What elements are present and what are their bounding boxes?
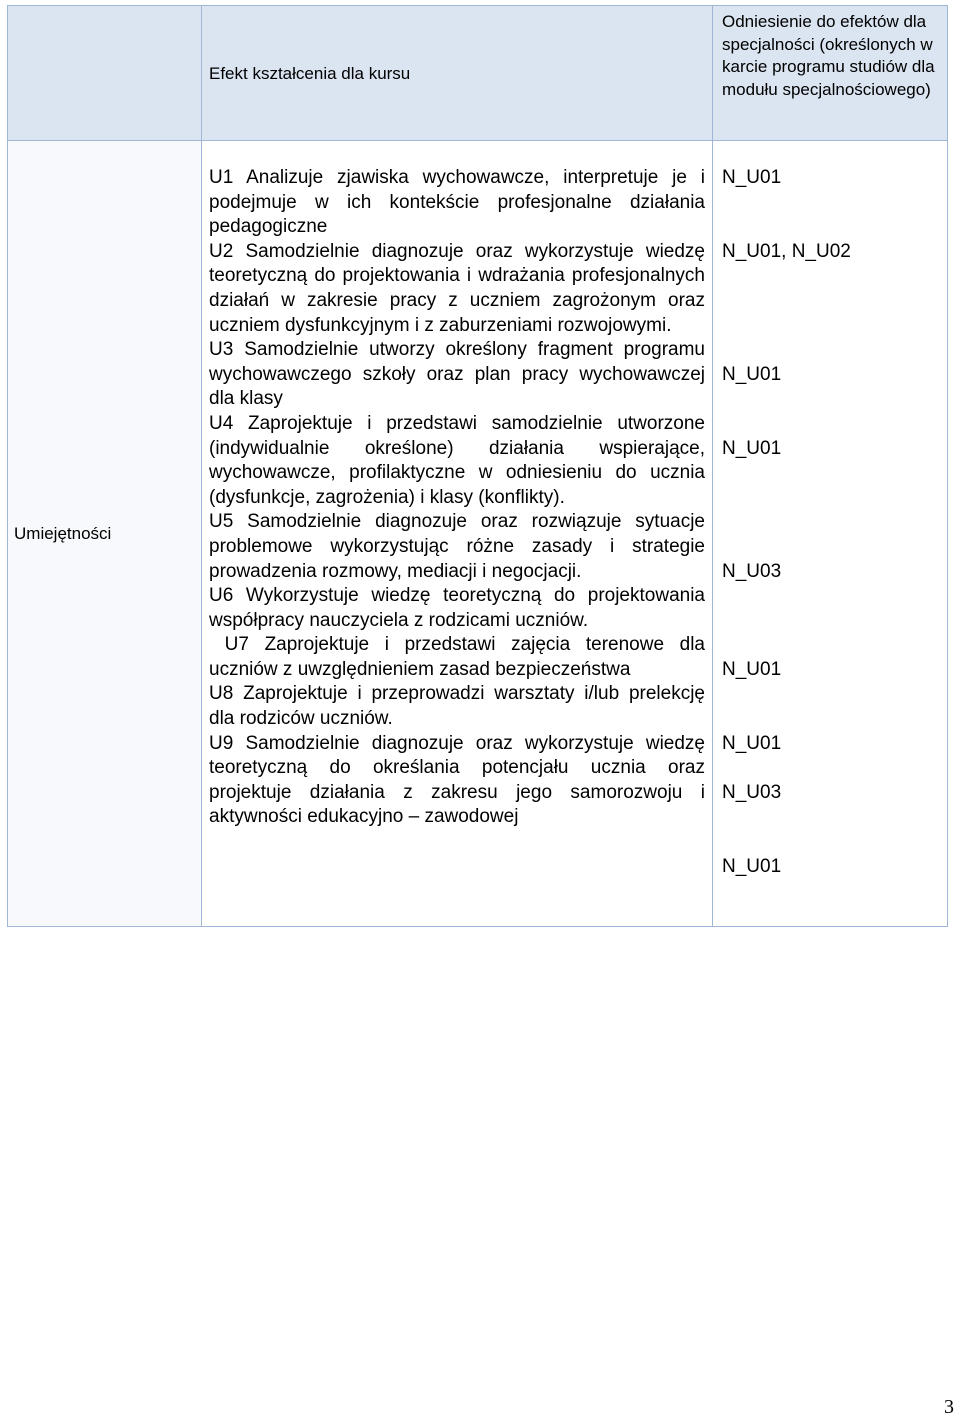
reference-u3: N_U01 [722, 364, 782, 385]
reference-u1: N_U01 [722, 167, 782, 188]
header-effect-label: Efekt kształcenia dla kursu [209, 64, 411, 83]
reference-u7: N_U01 [722, 733, 782, 754]
references-cell [713, 141, 948, 927]
effect-u6: U6 Wykorzystuje wiedzę teoretyczną do projektowania współpracy nauczyciela z rodzicami uczniów. [209, 585, 705, 631]
table-body-row [8, 141, 948, 927]
effect-u3: U3 Samodzielnie utworzy określony fragment programu wychowawczego szkoły oraz plan pracy wychowawczej dla klasy [209, 339, 705, 410]
effect-u1: U1 Analizuje zjawiska wychowawcze, interpretuje je i podejmuje w ich kontekście profesjonalne działania pedagogiczne [209, 167, 705, 238]
header-reference-label: Odniesienie do efektów dla specjalności (określonych w karcie programu studiów dla modułu specjalnościowego) [722, 12, 935, 99]
learning-outcomes-table [7, 5, 948, 927]
header-effect-cell [202, 6, 713, 141]
effect-u9: U9 Samodzielnie diagnozuje oraz wykorzystuje wiedzę teoretyczną do określania potencjału ucznia oraz projektuje działania z zakresu jego samorozwoju i aktywności edukacyjno – zawodowej [209, 732, 705, 828]
references-list [713, 141, 947, 926]
table-header-row [8, 6, 948, 141]
reference-u6: N_U01 [722, 659, 782, 680]
effect-u4: U4 Zaprojektuje i przedstawi samodzielnie utworzone (indywidualnie określone) działania wspierające, wychowawcze, profilaktyczne w odniesieniu do ucznia (dysfunkcje, zagrożenia) i klasy (konflikty). [209, 412, 705, 508]
reference-u2: N_U01, N_U02 [722, 241, 851, 262]
header-empty-cell [8, 6, 202, 141]
effects-cell [202, 141, 716, 927]
reference-u9: N_U01 [722, 856, 782, 877]
effect-u2: U2 Samodzielnie diagnozuje oraz wykorzystuje wiedzę teoretyczną do projektowania i wdrażania profesjonalnych działań w zakresie pracy z uczniem zagrożonym oraz uczniem dysfunkcyjnym i z zaburzeniami rozwojowymi. [209, 240, 705, 336]
effect-u5: U5 Samodzielnie diagnozuje oraz rozwiązuje sytuacje problemowe wykorzystując różne zasady i strategie prowadzenia rozmowy, mediacji i negocjacji. [209, 511, 705, 582]
category-cell [8, 141, 202, 927]
reference-u5: N_U03 [722, 561, 782, 582]
reference-u8: N_U03 [722, 782, 782, 803]
page-number: 3 [944, 1396, 954, 1418]
effect-u7: U7 Zaprojektuje i przedstawi zajęcia terenowe dla uczniów z uwzględnieniem zasad bezpieczeństwa [209, 634, 711, 680]
category-label: Umiejętności [14, 523, 112, 543]
effects-list [202, 141, 716, 830]
effect-u8: U8 Zaprojektuje i przeprowadzi warsztaty i/lub prelekcję dla rodziców uczniów. [209, 683, 716, 730]
reference-u4: N_U01 [722, 438, 782, 459]
header-reference-cell [713, 6, 948, 141]
